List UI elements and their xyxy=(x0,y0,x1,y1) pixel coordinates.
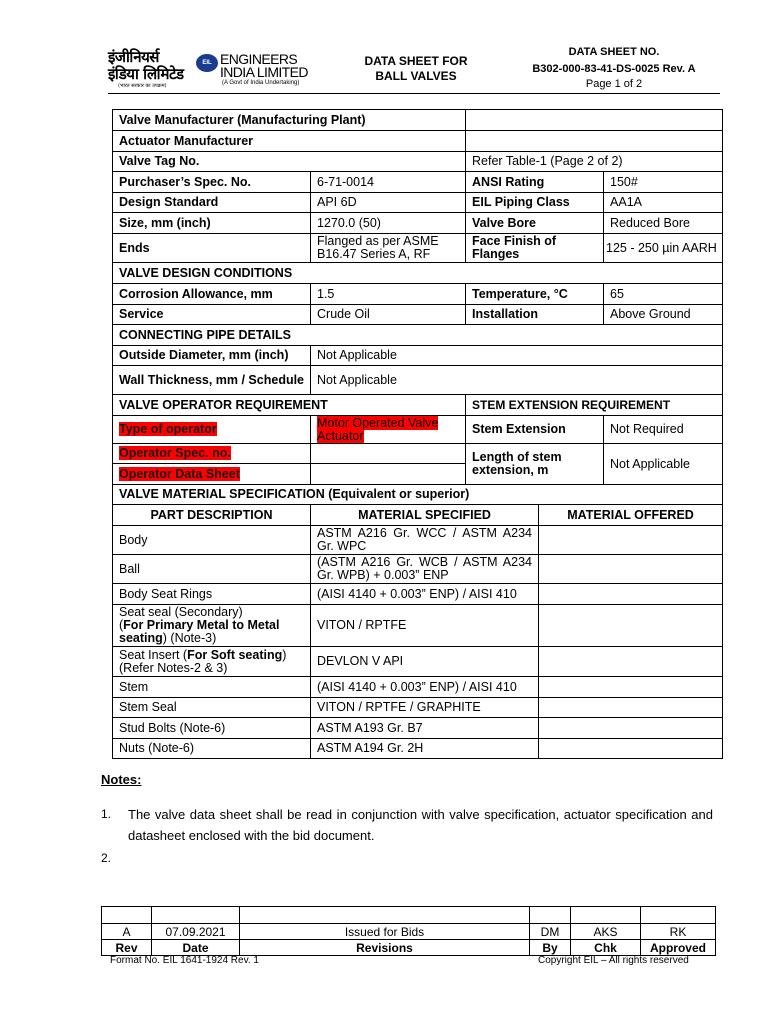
installation-value: Above Ground xyxy=(604,305,723,325)
table-row xyxy=(113,698,723,718)
operator-type-value: Motor Operated Valve Actuator xyxy=(317,415,439,443)
document-title-line2: BALL VALVES xyxy=(375,69,457,83)
rev-description: Issued for Bids xyxy=(240,924,530,940)
size-label: Size, mm (inch) xyxy=(113,213,311,234)
format-number: Format No. EIL 1641-1924 Rev. 1 xyxy=(110,955,259,966)
corrosion-allowance-value: 1.5 xyxy=(311,284,466,305)
operator-datasheet-label: Operator Data Sheet xyxy=(119,466,240,481)
table-row xyxy=(113,605,723,647)
valve-bore-value: Reduced Bore xyxy=(604,213,723,234)
spec-no-label: Purchaser’s Spec. No. xyxy=(113,172,311,193)
note-1-text: The valve data sheet shall be read in conjunction with valve specification, actuator specification and datasheet enclosed with the bid document. xyxy=(128,807,713,843)
stud-bolts-offered xyxy=(539,718,723,739)
seat-rings-offered xyxy=(539,584,723,605)
document-header xyxy=(108,40,720,94)
revision-table xyxy=(101,906,716,956)
seat-insert-line2: (Refer Notes-2 & 3) xyxy=(119,660,228,675)
rev-by: DM xyxy=(530,924,571,940)
logo-hindi-tagline: (भारत सरकार का उपक्रम) xyxy=(118,83,167,89)
table-row xyxy=(113,131,723,152)
body-offered xyxy=(539,526,723,555)
actuator-manufacturer-label: Actuator Manufacturer xyxy=(113,131,466,152)
notes-title: Notes: xyxy=(101,772,142,787)
logo-english-tagline: (A Govt of India Undertaking) xyxy=(222,80,300,86)
body-material: ASTM A216 Gr. WCC / ASTM A234 Gr. WPC xyxy=(311,526,539,555)
page-number: Page 1 of 2 xyxy=(585,78,643,90)
table-row xyxy=(113,584,723,605)
copyright: Copyright EIL – All rights reserved xyxy=(538,955,689,966)
table-row xyxy=(113,284,723,305)
operator-type-label-cell xyxy=(113,416,311,444)
logo-english-line2: INDIA LIMITED xyxy=(220,64,308,80)
eil-logo xyxy=(108,48,308,89)
operator-type-label: Type of operator xyxy=(119,422,217,436)
operator-spec-label-cell xyxy=(113,444,311,464)
logo-hindi-line1: इंजीनियर्स xyxy=(108,48,159,66)
outside-diameter-label: Outside Diameter, mm (inch) xyxy=(113,346,311,366)
face-finish-value: 125 - 250 µin AARH xyxy=(604,234,723,263)
ends-label: Ends xyxy=(113,234,311,263)
table-row xyxy=(113,677,723,698)
document-title-line1: DATA SHEET FOR xyxy=(364,54,468,68)
table-row xyxy=(113,444,723,464)
table-row xyxy=(113,395,723,416)
material-specified-header: MATERIAL SPECIFIED xyxy=(311,505,539,526)
stem-extension-value: Not Required xyxy=(604,416,723,444)
seat-seal-label xyxy=(113,605,311,647)
size-value: 1270.0 (50) xyxy=(311,213,466,234)
ansi-rating-label: ANSI Rating xyxy=(466,172,604,193)
ball-material: (ASTM A216 Gr. WCB / ASTM A234 Gr. WPB) + 0.003” ENP xyxy=(311,555,539,584)
table-row xyxy=(113,505,723,526)
actuator-manufacturer-value xyxy=(466,131,723,152)
eil-emblem-icon: EIL xyxy=(196,54,218,72)
datasheet-number-label: DATA SHEET NO. xyxy=(568,46,660,58)
rev-date: 07.09.2021 xyxy=(152,924,240,940)
seat-seal-line1: Seat seal (Secondary) xyxy=(119,605,243,619)
design-standard-value: API 6D xyxy=(311,193,466,213)
installation-label: Installation xyxy=(466,305,604,325)
table-row xyxy=(113,193,723,213)
nuts-offered xyxy=(539,739,723,759)
material-spec-heading: VALVE MATERIAL SPECIFICATION (Equivalent or superior) xyxy=(113,485,723,505)
service-label: Service xyxy=(113,305,311,325)
date-header: Date xyxy=(152,940,240,956)
valve-datasheet-table xyxy=(112,109,723,759)
approved-header: Approved xyxy=(641,940,716,956)
seat-insert-text: Seat Insert ( xyxy=(119,647,188,662)
stem-offered xyxy=(539,677,723,698)
table-row xyxy=(113,346,723,366)
manufacturer-label: Valve Manufacturer (Manufacturing Plant) xyxy=(113,110,466,131)
stud-bolts-material: ASTM A193 Gr. B7 xyxy=(311,718,539,739)
seat-insert-label xyxy=(113,647,311,677)
document-title xyxy=(338,54,494,84)
stem-material: (AISI 4140 + 0.003” ENP) / AISI 410 xyxy=(311,677,539,698)
temperature-label: Temperature, °C xyxy=(466,284,604,305)
table-row xyxy=(113,739,723,759)
seat-rings-material: (AISI 4140 + 0.003” ENP) / AISI 410 xyxy=(311,584,539,605)
table-row xyxy=(113,555,723,584)
outside-diameter-value: Not Applicable xyxy=(311,346,723,366)
wall-thickness-label: Wall Thickness, mm / Schedule xyxy=(113,366,311,395)
table-row xyxy=(113,263,723,284)
manufacturer-value xyxy=(466,110,723,131)
seat-insert-bold: For Soft seating xyxy=(187,647,283,662)
wall-thickness-value: Not Applicable xyxy=(311,366,723,395)
material-offered-header: MATERIAL OFFERED xyxy=(539,505,723,526)
spec-no-value: 6-71-0014 xyxy=(311,172,466,193)
design-standard-label: Design Standard xyxy=(113,193,311,213)
rev-header: Rev xyxy=(102,940,152,956)
operator-type-value-cell xyxy=(311,416,466,444)
table-row xyxy=(113,110,723,131)
corrosion-allowance-label: Corrosion Allowance, mm xyxy=(113,284,311,305)
seat-seal-line2 xyxy=(119,619,304,645)
rev-approved: RK xyxy=(641,924,716,940)
revisions-header: Revisions xyxy=(240,940,530,956)
table-row xyxy=(113,485,723,505)
seat-seal-offered xyxy=(539,605,723,647)
seat-insert-paren: ) xyxy=(282,647,287,662)
table-row xyxy=(113,213,723,234)
table-row xyxy=(102,940,716,956)
table-row xyxy=(113,234,723,263)
seat-insert-material: DEVLON V API xyxy=(311,647,539,677)
seat-seal-note: ) (Note-3) xyxy=(162,631,217,645)
logo-hindi-line2: इंडिया लिमिटेड xyxy=(108,65,184,83)
operator-heading: VALVE OPERATOR REQUIREMENT xyxy=(113,395,466,416)
table-row xyxy=(113,718,723,739)
by-header: By xyxy=(530,940,571,956)
chk-header: Chk xyxy=(571,940,641,956)
stem-extension-label: Stem Extension xyxy=(466,416,604,444)
datasheet-number-block xyxy=(508,44,720,91)
note-1-number: 1. xyxy=(101,807,112,821)
stem-seal-label: Stem Seal xyxy=(113,698,311,718)
ball-label: Ball xyxy=(113,555,311,584)
table-row xyxy=(113,152,723,172)
service-value: Crude Oil xyxy=(311,305,466,325)
stem-length-value: Not Applicable xyxy=(604,444,723,485)
note-2-number: 2. xyxy=(101,851,112,865)
stem-seal-material: VITON / RPTFE / GRAPHITE xyxy=(311,698,539,718)
piping-class-value: AA1A xyxy=(604,193,723,213)
datasheet-number: B302-000-83-41-DS-0025 Rev. A xyxy=(532,63,696,75)
rev-checked: AKS xyxy=(571,924,641,940)
table-row xyxy=(102,924,716,940)
stem-label: Stem xyxy=(113,677,311,698)
valve-tag-label: Valve Tag No. xyxy=(113,152,466,172)
ball-offered xyxy=(539,555,723,584)
operator-datasheet-value xyxy=(311,464,466,485)
connecting-pipe-heading: CONNECTING PIPE DETAILS xyxy=(113,325,723,346)
nuts-label: Nuts (Note-6) xyxy=(113,739,311,759)
header-divider xyxy=(108,93,720,94)
valve-tag-value: Refer Table-1 (Page 2 of 2) xyxy=(466,152,723,172)
piping-class-label: EIL Piping Class xyxy=(466,193,604,213)
table-row xyxy=(113,526,723,555)
table-row xyxy=(113,366,723,395)
nuts-material: ASTM A194 Gr. 2H xyxy=(311,739,539,759)
operator-spec-value xyxy=(311,444,466,464)
table-row xyxy=(113,305,723,325)
stem-length-label: Length of stem extension, m xyxy=(466,444,604,485)
temperature-value: 65 xyxy=(604,284,723,305)
table-row xyxy=(113,416,723,444)
seat-insert-offered xyxy=(539,647,723,677)
operator-spec-label: Operator Spec. no. xyxy=(119,446,231,460)
ends-value: Flanged as per ASME B16.47 Series A, RF xyxy=(311,234,466,263)
rev-value: A xyxy=(102,924,152,940)
stem-extension-heading: STEM EXTENSION REQUIREMENT xyxy=(466,395,723,416)
table-row xyxy=(113,647,723,677)
stud-bolts-label: Stud Bolts (Note-6) xyxy=(113,718,311,739)
ansi-rating-value: 150# xyxy=(604,172,723,193)
face-finish-label: Face Finish of Flanges xyxy=(466,234,604,263)
seat-seal-paren: ( xyxy=(119,618,124,632)
table-row xyxy=(102,907,716,924)
table-row xyxy=(113,325,723,346)
seat-insert-line1 xyxy=(119,649,304,662)
seat-rings-label: Body Seat Rings xyxy=(113,584,311,605)
stem-seal-offered xyxy=(539,698,723,718)
body-label: Body xyxy=(113,526,311,555)
table-row xyxy=(113,172,723,193)
operator-datasheet-label-cell xyxy=(113,464,311,485)
seat-seal-bold: For Primary Metal to Metal seating xyxy=(119,618,280,645)
logo-english-line1: ENGINEERS xyxy=(220,51,298,67)
valve-bore-label: Valve Bore xyxy=(466,213,604,234)
seat-seal-material: VITON / RPTFE xyxy=(311,605,539,647)
part-description-header: PART DESCRIPTION xyxy=(113,505,311,526)
design-conditions-heading: VALVE DESIGN CONDITIONS xyxy=(113,263,723,284)
